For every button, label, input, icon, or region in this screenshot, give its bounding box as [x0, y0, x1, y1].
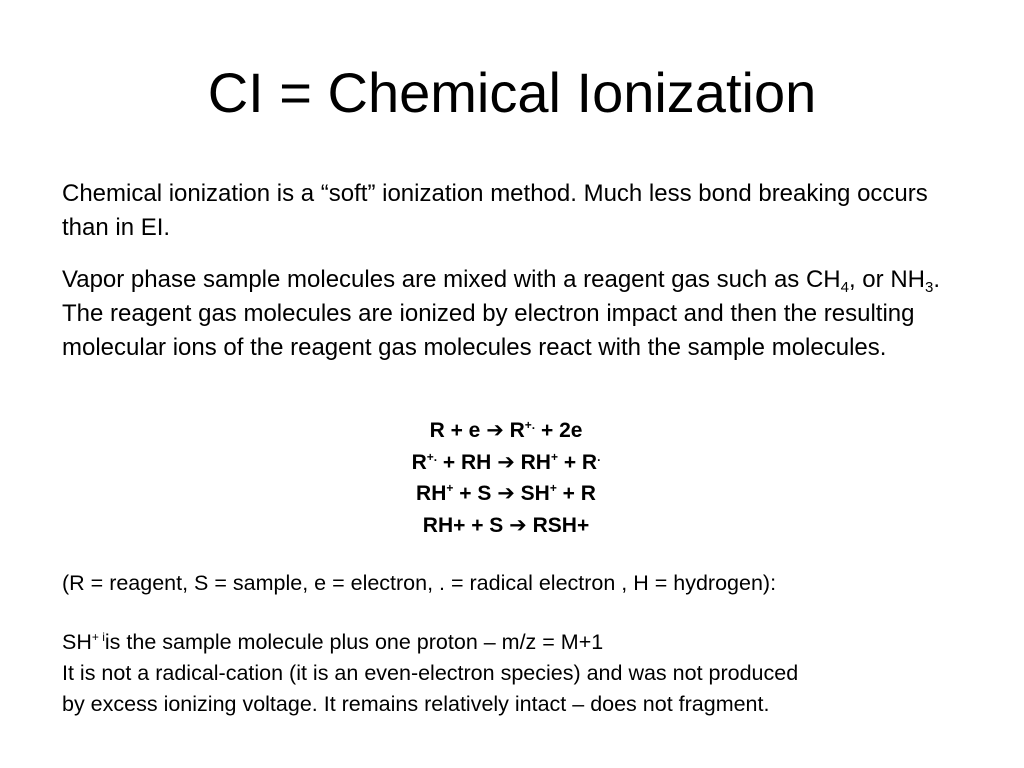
slide-title: CI = Chemical Ionization — [207, 61, 817, 124]
note-line-3: by excess ionizing voltage. It remains relatively intact – does not fragment. — [62, 691, 770, 716]
eq3-rh-sup: + — [446, 481, 454, 495]
equation-3 — [0, 478, 1012, 510]
note-line-1-text: is the sample molecule plus one proton – m/z = M+1 — [104, 630, 604, 654]
eq3-s: + S — [453, 482, 498, 505]
eq3-r: + R — [556, 482, 596, 505]
nh3-subscript: 3 — [924, 279, 934, 296]
arrow-icon: ➔ — [509, 512, 527, 537]
equation-1 — [0, 415, 1012, 447]
equation-4 — [0, 510, 1012, 542]
process-paragraph — [62, 263, 962, 365]
eq2-rh-sup: + — [550, 449, 558, 464]
eq3-sh-sup: + — [549, 481, 557, 495]
intro-paragraph: Chemical ionization is a “soft” ionization method. Much less bond breaking occurs than in EI. — [62, 180, 928, 241]
arrow-icon: ➔ — [497, 481, 515, 505]
arrow-icon: ➔ — [497, 449, 515, 474]
process-text-part1: Vapor phase sample molecules are mixed with a reagent gas such as CH — [62, 266, 841, 293]
eq2-r: R — [411, 450, 427, 474]
note-line-1 — [62, 627, 982, 658]
eq4-reactants: RH+ + S — [422, 513, 510, 537]
process-text-part3: . The reagent gas molecules are ionized by electron impact and then the resulting molecular ions of the reagent gas molecules react with the sample molecules. — [62, 266, 940, 361]
eq1-electrons: + 2e — [535, 419, 583, 442]
eq1-radical-cation-sup: +. — [524, 418, 536, 432]
symbol-legend: (R = reagent, S = sample, e = electron, . = radical electron , H = hydrogen): — [62, 571, 777, 595]
eq2-rh-product: RH — [514, 450, 551, 474]
eq2-rh: + RH — [437, 450, 498, 474]
reaction-equations — [0, 415, 1012, 541]
arrow-icon: ➔ — [486, 418, 504, 442]
sh-species: SH — [62, 630, 92, 654]
eq2-radical-sup: . — [597, 449, 601, 464]
eq2-r-radical: + R — [557, 450, 598, 474]
eq4-product: RSH+ — [526, 513, 590, 537]
process-text-part2: , or NH — [848, 266, 925, 293]
note-lines-2-3 — [62, 658, 982, 719]
eq1-product-r: R — [503, 419, 525, 442]
sh-species-sup: + i — [91, 630, 105, 644]
ch4-subscript: 4 — [840, 279, 849, 296]
eq2-r-sup: +. — [426, 449, 438, 464]
equation-2 — [0, 447, 1012, 479]
eq1-reactants: R + e — [429, 419, 487, 442]
note-line-2: It is not a radical-cation (it is an even-electron species) and was not produced — [62, 661, 799, 685]
eq3-rh: RH — [416, 482, 447, 505]
eq3-sh: SH — [514, 482, 550, 505]
